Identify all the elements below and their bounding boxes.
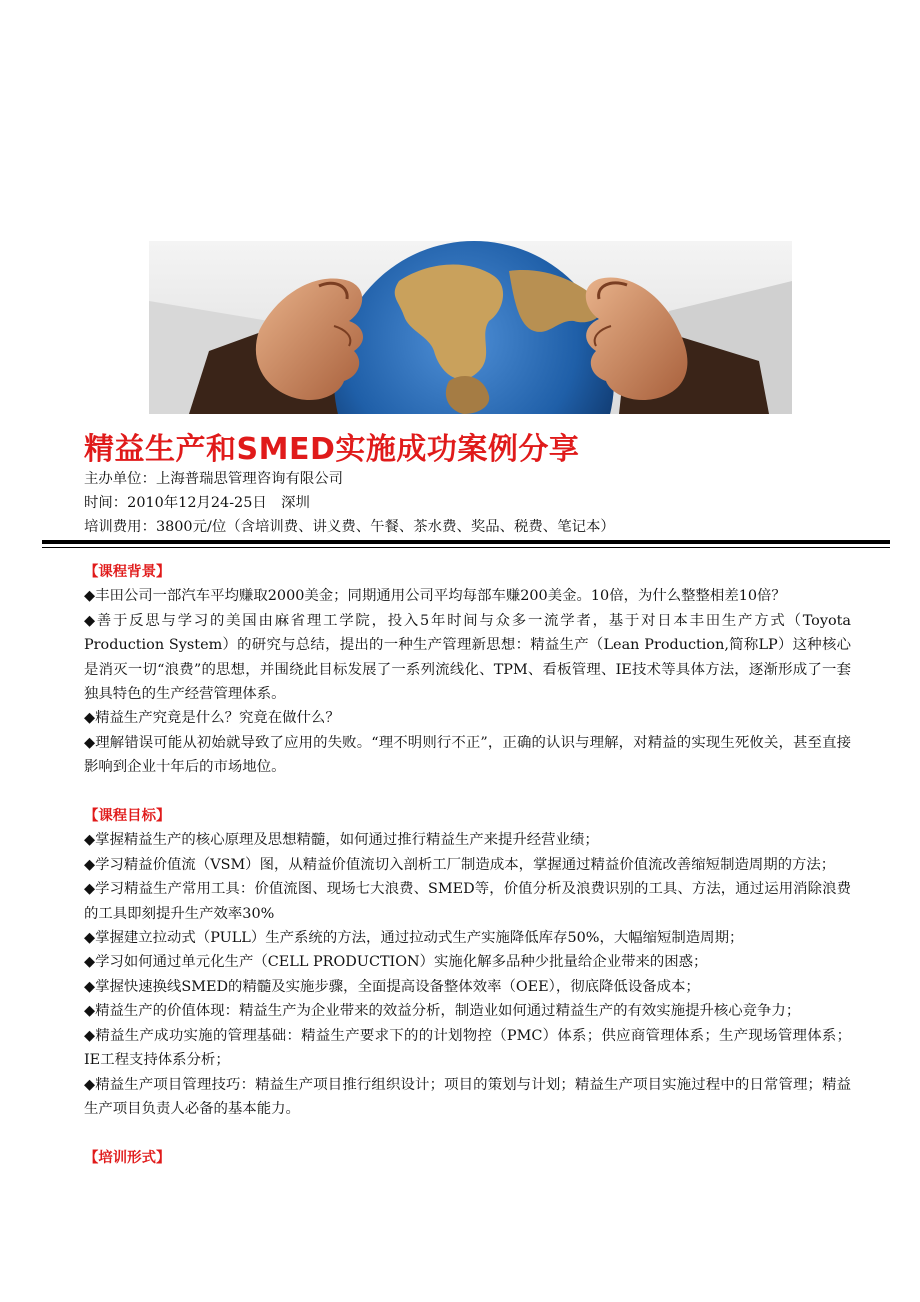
goal-item: ◆学习如何通过单元化生产（CELL PRODUCTION）实施化解多品种少批量给企业带来的困惑； xyxy=(84,954,708,971)
goal-item: ◆掌握精益生产的核心原理及思想精髓，如何通过推行精益生产来提升经营业绩； xyxy=(84,832,599,849)
document-body xyxy=(84,560,851,1170)
organizer-line: 主办单位：上海普瑞思管理咨询有限公司 xyxy=(84,471,344,487)
section-heading-goals: 【课程目标】 xyxy=(84,808,171,825)
globe-in-hands-image xyxy=(149,241,792,414)
background-item: ◆善于反思与学习的美国由麻省理工学院，投入5年时间与众多一流学者，基于对日本丰田生产方式（Toyota Production System）的研究与总结，提出的一种生产管理新思想：精益生产（Lean Production,简称LP）这种核心是消灭一切“浪费”的思想，并围绕此目标发展了一系列流线化、TPM、看板管理、IE技术等具体方法，逐渐形成了一套独具特色的生产经营管理体系。 xyxy=(84,612,851,703)
section-heading-format: 【培训形式】 xyxy=(84,1149,171,1166)
goal-item: ◆学习精益价值流（VSM）图，从精益价值流切入剖析工厂制造成本，掌握通过精益价值流改善缩短制造周期的方法； xyxy=(84,856,836,873)
time-line: 时间：2010年12月24-25日 深圳 xyxy=(84,495,310,511)
header-divider-thin xyxy=(42,547,890,548)
section-heading-background: 【课程背景】 xyxy=(84,564,171,580)
goal-item: ◆精益生产的价值体现：精益生产为企业带来的效益分析，制造业如何通过精益生产的有效实施提升核心竞争力； xyxy=(84,1003,801,1020)
goal-item: ◆掌握建立拉动式（PULL）生产系统的方法，通过拉动式生产实施降低库存50%，大幅缩短制造周期； xyxy=(84,930,744,947)
background-item: ◆精益生产究竟是什么？究竟在做什么？ xyxy=(84,710,340,727)
background-item: ◆丰田公司一部汽车平均赚取2000美金；同期通用公司平均每部车赚200美金。10倍，为什么整整相差10倍？ xyxy=(84,588,786,605)
banner-image xyxy=(149,241,792,414)
goal-item: ◆精益生产成功实施的管理基础：精益生产要求下的的计划物控（PMC）体系；供应商管理体系；生产现场管理体系；IE工程支持体系分析； xyxy=(84,1027,851,1069)
header-divider-thick xyxy=(42,540,890,544)
fee-line: 培训费用：3800元/位（含培训费、讲义费、午餐、茶水费、奖品、税费、笔记本） xyxy=(84,519,615,535)
goal-item: ◆精益生产项目管理技巧：精益生产项目推行组织设计；项目的策划与计划；精益生产项目实施过程中的日常管理；精益生产项目负责人必备的基本能力。 xyxy=(84,1076,851,1117)
page-title: 精益生产和SMED实施成功案例分享 xyxy=(84,432,580,467)
goal-item: ◆掌握快速换线SMED的精髓及实施步骤，全面提高设备整体效率（OEE），彻底降低设备成本； xyxy=(84,978,700,995)
background-item: ◆理解错误可能从初始就导致了应用的失败。“理不明则行不正”，正确的认识与理解，对精益的实现生死攸关，甚至直接影响到企业十年后的市场地位。 xyxy=(84,734,851,776)
goal-item: ◆学习精益生产常用工具：价值流图、现场七大浪费、SMED等，价值分析及浪费识别的工具、方法，通过运用消除浪费的工具即刻提升生产效率30% xyxy=(84,881,851,922)
